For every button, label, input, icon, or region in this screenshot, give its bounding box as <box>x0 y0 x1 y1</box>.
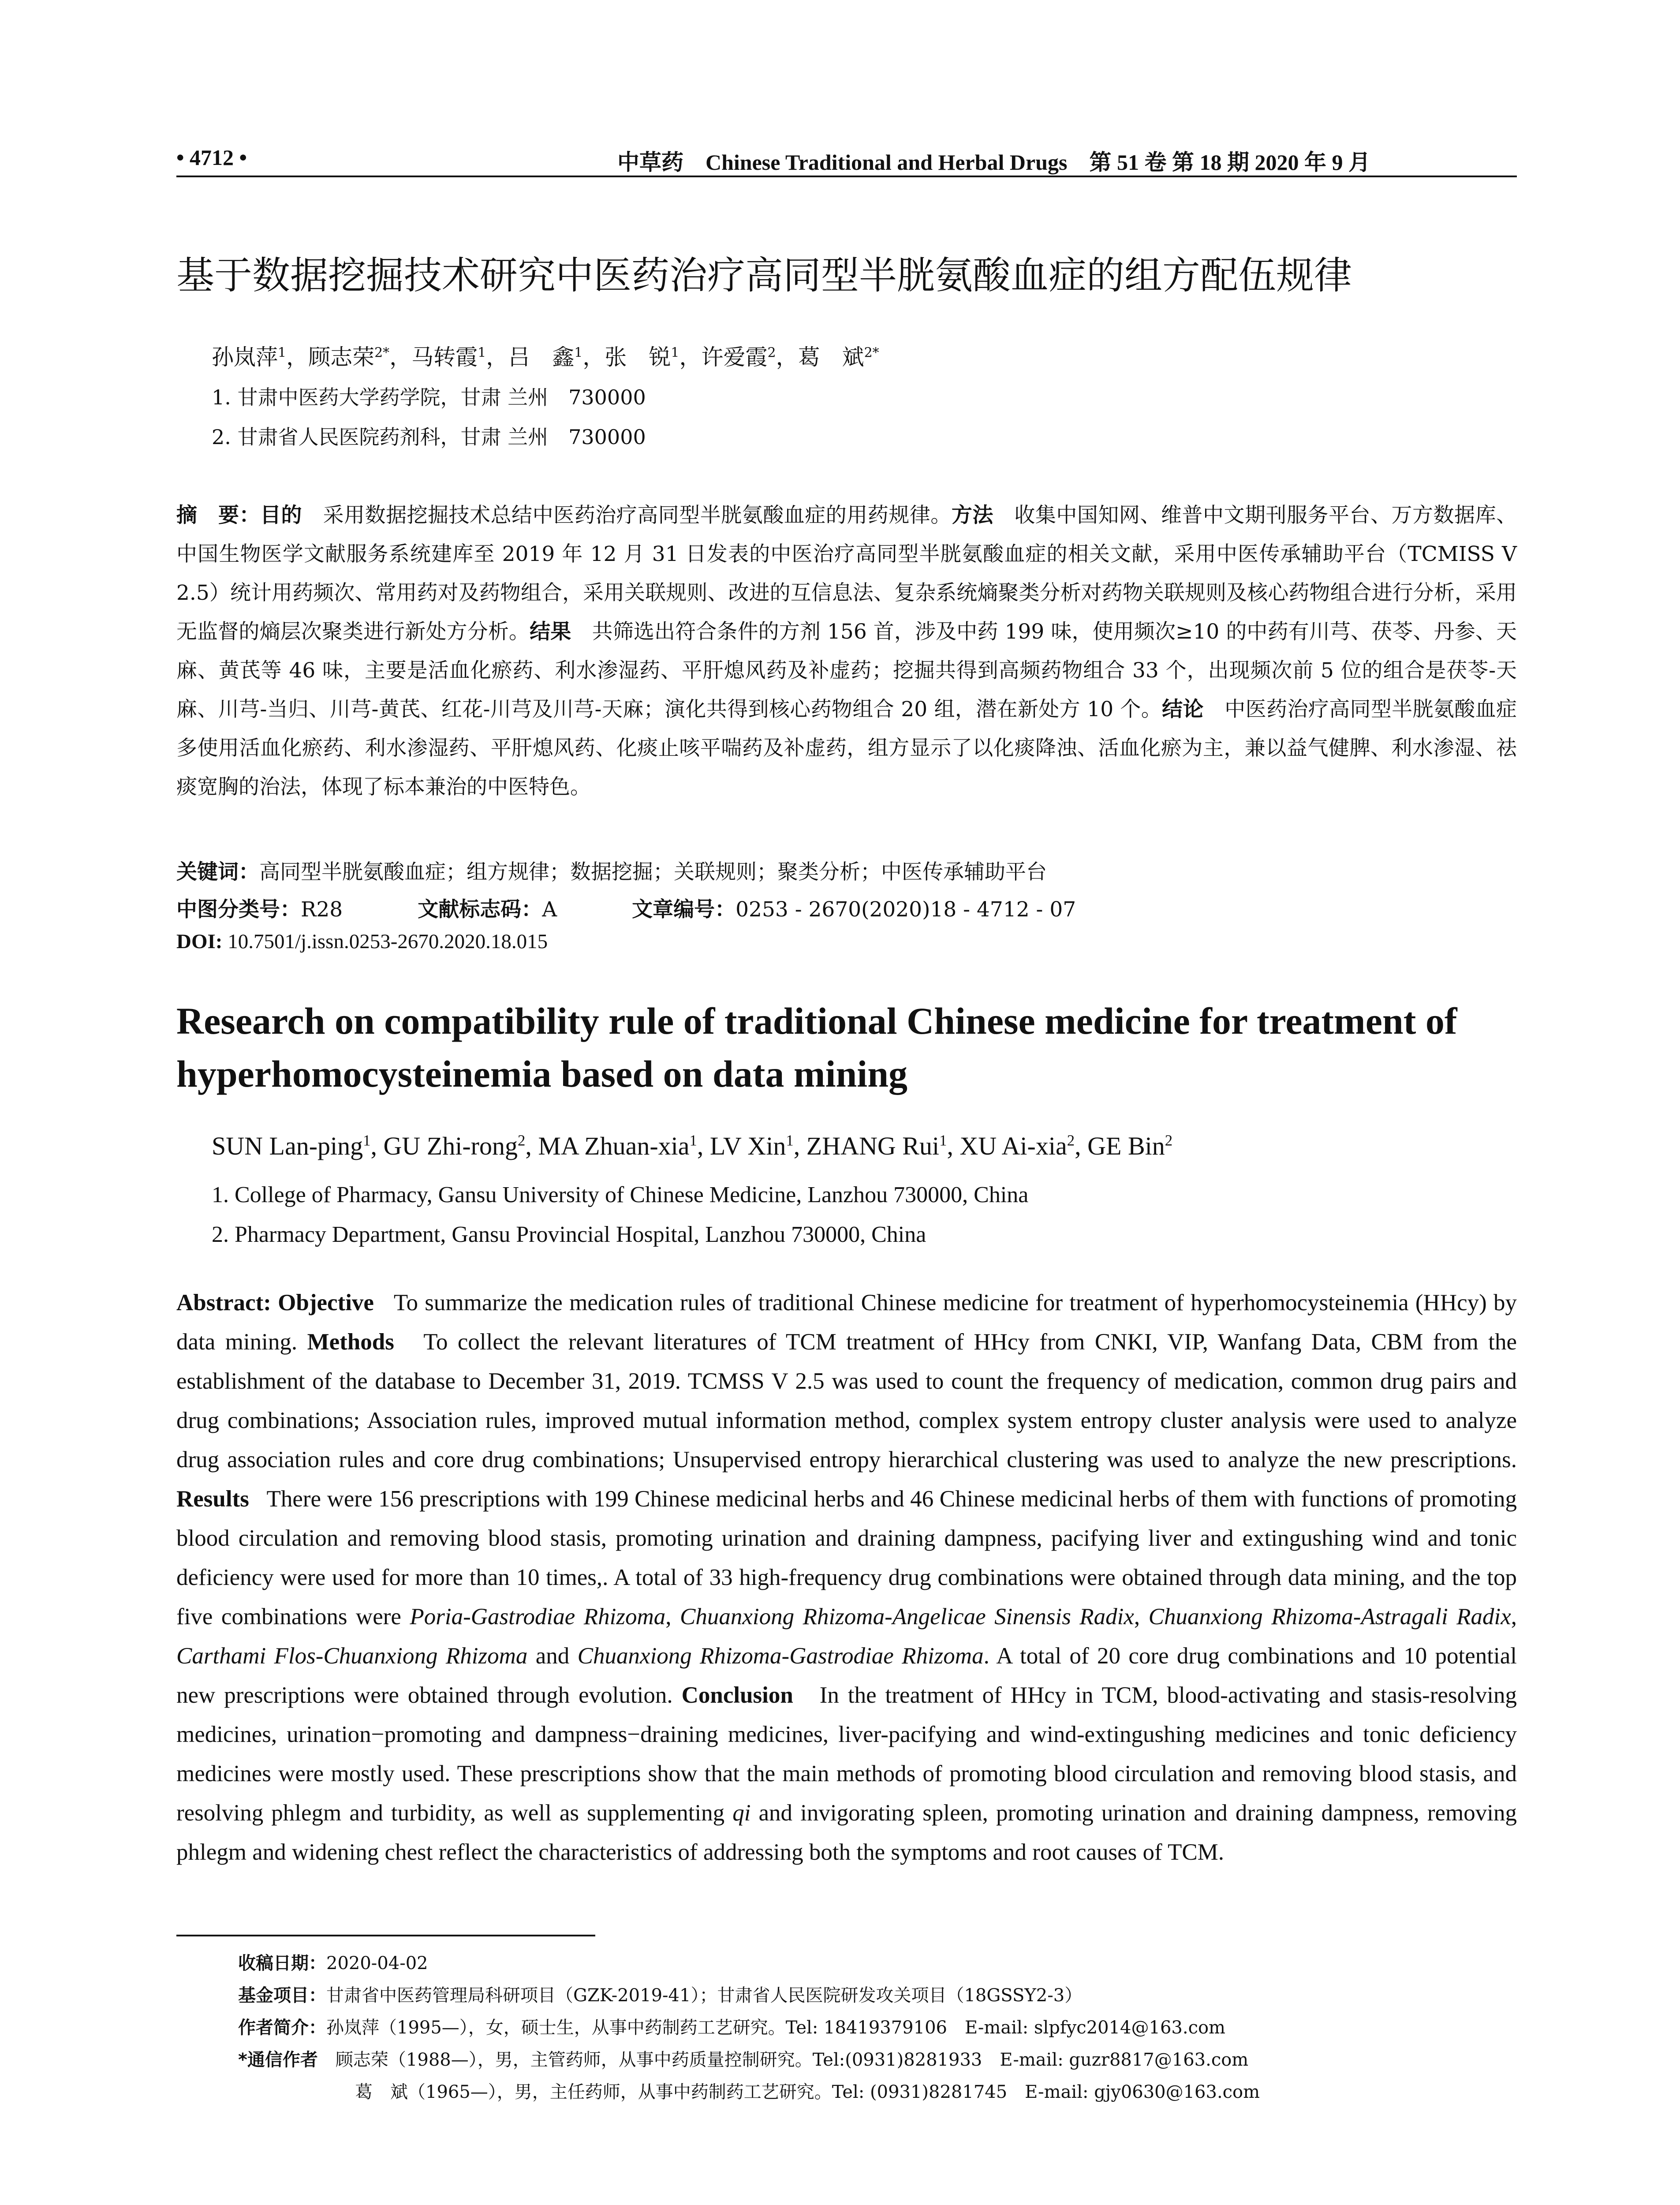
footnote-rule <box>176 1935 595 1936</box>
journal-info: 中草药 Chinese Traditional and Herbal Drugs 第 51 卷 第 18 期 2020 年 9 月 <box>617 150 1370 175</box>
author: 吕 鑫$^1$ <box>508 344 583 370</box>
bio-text: 孙岚萍（1995—），女，硕士生，从事中药制药工艺研究。Tel: 18419379106 E-mail: slpfyc2014@163.com <box>326 2018 1225 2038</box>
objective-text: 采用数据挖掘技术总结中医药治疗高同型半胱氨酸血症的用药规律。 <box>323 503 952 527</box>
qi-term: qi <box>732 1800 751 1826</box>
en-conclusion-label: Conclusion <box>681 1682 793 1708</box>
running-header <box>176 140 1517 176</box>
combo-3: Chuanxiong Rhizoma-Astragali Radix <box>1148 1604 1511 1629</box>
en-conclusion-text-2: and invigorating spleen, promoting urination and draining dampness, removing phlegm and widening chest reflect the characteristics of addressing both the symptoms and root causes of TCM. <box>176 1800 1517 1865</box>
author: 孙岚萍$^1$ <box>212 344 287 370</box>
en-conclusion-text: In the treatment of HHcy in TCM, blood-activating and stasis-resolving medicines, urination−promoting and dampness−draining medicines, liver-pacifying and wind-extingushing medicines and tonic deficiency medicines were mostly used. These prescriptions show that the main methods of promoting blood circulation and removing blood stasis, and resolving phlegm and turbidity, as well as supplementing <box>176 1682 1517 1826</box>
conclusion-text: 中医药治疗高同型半胱氨酸血症多使用活血化瘀药、利水渗湿药、平肝熄风药、化痰止咳平喘药及补虚药，组方显示了以化痰降浊、活血化瘀为主，兼以益气健脾、利水渗湿、祛痰宽胸的治法，体现了标本兼治的中医特色。 <box>176 697 1517 799</box>
en-results-text: There were 156 prescriptions with 199 Chinese medicinal herbs and 46 Chinese medicinal herbs of them with functions of promoting blood circulation and removing blood stasis, promoting urination and draining dampness, pacifying liver and extingushing wind and tonic deficiency were used for more than 10 times,. A total of 33 high-frequency drug combinations were obtained through data mining, and the top five combinations were <box>176 1486 1517 1629</box>
author: 顾志荣$^{2*}$ <box>308 344 390 370</box>
article-label: 文章编号： <box>632 897 736 922</box>
footnote-bio <box>238 2014 1225 2039</box>
en-authors: SUN Lan-ping$^1$, GU Zhi-rong$^2$, MA Zhuan-xia$^1$, LV Xin$^1$, ZHANG Rui$^1$, XU Ai-xia$^2$, GE Bin$^2$ <box>212 1132 1173 1160</box>
combo-5: Chuanxiong Rhizoma-Gastrodiae Rhizoma <box>577 1643 984 1669</box>
author: GU Zhi-rong$^2$ <box>383 1132 526 1160</box>
en-results-label: Results <box>176 1486 249 1512</box>
corr-label: *通信作者 <box>238 2050 318 2070</box>
footnote-fund <box>238 1981 1082 2007</box>
fund-label: 基金项目： <box>238 1985 326 2006</box>
en-affiliation-2: 2. Pharmacy Department, Gansu Provincial Hospital, Lanzhou 730000, China <box>212 1222 926 1247</box>
en-abstract: Abstract: Objective To summarize the medication rules of traditional Chinese medicine for treatment of hyperhomocysteinemia (HHcy) by data mining. Methods To collect the relevant literatures of TCM treatment of HHcy from CNKI, VIP, Wanfang Data, CBM from the establishment of the database to December 31, 2019. TCMSS V 2.5 was used to count the frequency of medication, common drug pairs and drug combinations; Association rules, improved mutual information method, complex system entropy cluster analysis were used to analyze drug association rules and core drug combinations; Unsupervised entropy hierarchical clustering was used to analyze the new prescriptions. Results There were 156 prescriptions with 199 Chinese medicinal herbs and 46 Chinese medicinal herbs of them with functions of promoting blood circulation and removing blood stasis, promoting urination and draining dampness, pacifying liver and extingushing wind and tonic deficiency were used for more than 10 times,. A total of 33 high-frequency drug combinations were obtained through data mining, and the top five combinations were Poria-Gastrodiae Rhizoma, Chuanxiong Rhizoma-Angelicae Sinensis Radix, Chuanxiong Rhizoma-Astragali Radix, Carthami Flos-Chuanxiong Rhizoma and Chuanxiong Rhizoma-Gastrodiae Rhizoma. A total of 20 core drug combinations and 10 potential new prescriptions were obtained through evolution. Conclusion In the treatment of HHcy in TCM, blood-activating and stasis-resolving medicines, urination−promoting and dampness−draining medicines, liver-pacifying and wind-extingushing medicines and tonic deficiency medicines were mostly used. These prescriptions show that the main methods of promoting blood circulation and removing blood stasis, and resolving phlegm and turbidity, as well as supplementing qi and invigorating spleen, promoting urination and draining dampness, removing phlegm and widening chest reflect the characteristics of addressing both the symptoms and root causes of TCM. <box>176 1290 1517 1865</box>
results-text: 共筛选出符合条件的方剂 156 首，涉及中药 199 味，使用频次≥10 的中药有川芎、茯苓、丹参、天麻、黄芪等 46 味，主要是活血化瘀药、利水渗湿药、平肝熄风药及补虚药；挖掘共得到高频药物组合 33 个，出现频次前 5 位的组合是茯苓-天麻、川芎-当归、川芎-黄芪、红花-川芎及川芎-天麻；演化共得到核心药物组合 20 组，潜在新处方 10 个。 <box>176 620 1517 721</box>
abstract-label: 摘 要： <box>176 503 261 527</box>
conclusion-label: 结论 <box>1162 697 1204 721</box>
combo-2: Chuanxiong Rhizoma-Angelicae Sinensis Radix <box>680 1604 1134 1629</box>
classification-row <box>176 893 1076 923</box>
author: 张 锐$^1$ <box>605 344 679 370</box>
author: LV Xin$^1$ <box>709 1132 794 1160</box>
methods-text: 收集中国知网、维普中文期刊服务平台、万方数据库、中国生物医学文献服务系统建库至 2019 年 12 月 31 日发表的中医治疗高同型半胱氨酸血症的相关文献，采用中医传承辅助平台（TCMISS V 2.5）统计用药频次、常用药对及药物组合，采用关联规则、改进的互信息法、复杂系统熵聚类分析对药物关联规则及核心药物组合进行分析，采用无监督的熵层次聚类进行新处方分析。 <box>176 503 1517 644</box>
author: 葛 斌$^{2*}$ <box>798 344 879 370</box>
doccode-value: A <box>542 897 557 922</box>
cn-abstract <box>176 496 1517 807</box>
footnote-corresponding-2: 葛 斌（1965—），男，主任药师，从事中药制药工艺研究。Tel: (0931)8281745 E-mail: gjy0630@163.com <box>355 2082 1260 2102</box>
cn-affiliation-2: 2. 甘肃省人民医院药剂科，甘肃 兰州 730000 <box>212 425 646 449</box>
author: 许爱霞$^2$ <box>701 344 776 370</box>
doi-row <box>176 930 548 953</box>
cn-authors: 孙岚萍$^1$，顾志荣$^{2*}$，马转霞$^1$，吕 鑫$^1$，张 锐$^1$，许爱霞$^2$，葛 斌$^{2*}$ <box>212 344 879 370</box>
clc-label: 中图分类号： <box>176 897 301 922</box>
combo-4: Carthami Flos-Chuanxiong Rhizoma <box>176 1643 528 1669</box>
fund-text: 甘肃省中医药管理局科研项目（GZK-2019-41）；甘肃省人民医院研发攻关项目（18GSSY2-3） <box>326 1985 1083 2006</box>
en-affiliation-1: 1. College of Pharmacy, Gansu University of Chinese Medicine, Lanzhou 730000, China <box>212 1182 1029 1207</box>
article-value: 0253 - 2670(2020)18 - 4712 - 07 <box>735 897 1076 922</box>
en-title: Research on compatibility rule of traditional Chinese medicine for treatment of hyperhomocysteinemia based on data mining <box>176 1000 1457 1095</box>
received-label: 收稿日期： <box>238 1953 326 1973</box>
page-number: • 4712 • <box>176 145 247 170</box>
cn-affiliation-1: 1. 甘肃中医药大学药学院，甘肃 兰州 730000 <box>212 385 646 409</box>
en-abstract-label: Abstract: <box>176 1290 271 1316</box>
footnote-received <box>238 1949 428 1974</box>
author: SUN Lan-ping$^1$ <box>212 1132 371 1160</box>
received-date: 2020-04-02 <box>326 1953 428 1973</box>
keywords-label: 关键词： <box>176 860 259 884</box>
combo-1: Poria-Gastrodiae Rhizoma <box>410 1604 666 1629</box>
author: 马转霞$^1$ <box>411 344 486 370</box>
header-rule <box>176 176 1517 177</box>
author: GE Bin$^2$ <box>1087 1132 1173 1160</box>
doccode-label: 文献标志码： <box>418 897 542 922</box>
clc-value: R28 <box>301 897 343 922</box>
en-methods-text: To collect the relevant literatures of TCM treatment of HHcy from CNKI, VIP, Wanfang Data, CBM from the establishment of the database to December 31, 2019. TCMSS V 2.5 was used to count the frequency of medication, common drug pairs and drug combinations; Association rules, improved mutual information method, complex system entropy cluster analysis were used to analyze drug association rules and core drug combinations; Unsupervised entropy hierarchical clustering was used to analyze the new prescriptions. <box>176 1329 1517 1472</box>
corr-author-1: 顾志荣（1988—），男，主管药师，从事中药质量控制研究。Tel:(0931)8281933 E-mail: guzr8817@163.com <box>335 2050 1249 2070</box>
author: ZHANG Rui$^1$ <box>806 1132 947 1160</box>
doi-label: DOI: <box>176 930 223 953</box>
results-label: 结果 <box>530 620 571 644</box>
en-objective-label: Objective <box>278 1290 374 1316</box>
keywords <box>176 856 1047 885</box>
doi-value[interactable]: 10.7501/j.issn.0253-2670.2020.18.015 <box>228 930 548 953</box>
en-methods-label: Methods <box>307 1329 394 1355</box>
en-results-text-2: A total of 20 core drug combinations and 10 potential new prescriptions were obtained through evolution. <box>176 1643 1517 1708</box>
footnote-corresponding <box>238 2046 1248 2071</box>
keywords-text: 高同型半胱氨酸血症；组方规律；数据挖掘；关联规则；聚类分析；中医传承辅助平台 <box>259 860 1047 884</box>
bio-label: 作者简介： <box>238 2018 326 2038</box>
methods-label: 方法 <box>951 503 993 527</box>
author: MA Zhuan-xia$^1$ <box>538 1132 697 1160</box>
author: XU Ai-xia$^2$ <box>959 1132 1075 1160</box>
cn-title: 基于数据挖掘技术研究中医药治疗高同型半胱氨酸血症的组方配伍规律 <box>176 254 1352 298</box>
en-objective-text: To summarize the medication rules of traditional Chinese medicine for treatment of hyperhomocysteinemia (HHcy) by data mining. <box>176 1290 1517 1355</box>
objective-label: 目的 <box>260 503 302 527</box>
